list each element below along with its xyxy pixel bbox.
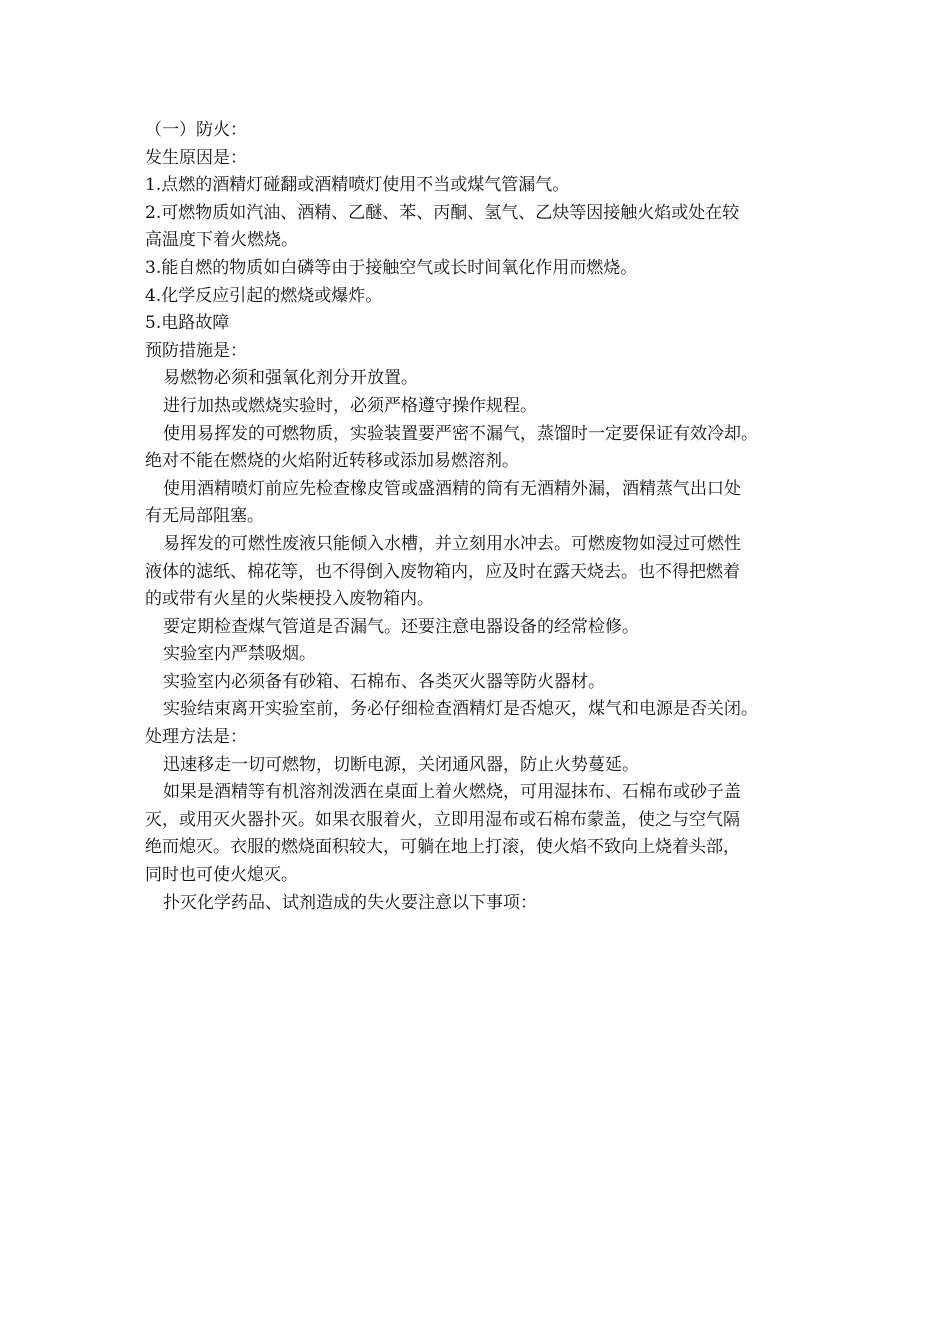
prevention-label: 预防措施是： <box>145 340 247 361</box>
prevention-item-5-cont-2: 的或带有火星的火柴梗投入废物箱内。 <box>145 589 434 610</box>
prevention-item-4: 使用酒精喷灯前应先检查橡皮管或盛酒精的筒有无酒精外漏，酒精蒸气出口处 <box>163 478 741 499</box>
prevention-item-5-cont-1: 液体的滤纸、棉花等，也不得倒入废物箱内，应及时在露天烧去。也不得把燃着 <box>145 561 740 582</box>
cause-item-5: 5.电路故障 <box>145 313 230 334</box>
prevention-item-2: 进行加热或燃烧实验时，必须严格遵守操作规程。 <box>163 395 537 416</box>
prevention-item-1: 易燃物必须和强氧化剂分开放置。 <box>163 368 418 389</box>
prevention-item-5: 易挥发的可燃性废液只能倾入水槽，并立刻用水冲去。可燃废物如浸过可燃性 <box>163 533 741 554</box>
prevention-item-3: 使用易挥发的可燃物质，实验装置要严密不漏气，蒸馏时一定要保证有效冷却。 <box>163 423 758 444</box>
cause-item-2-cont: 高温度下着火燃烧。 <box>145 230 298 251</box>
handling-item-2: 如果是酒精等有机溶剂泼洒在桌面上着火燃烧，可用湿抹布、石棉布或砂子盖 <box>163 782 741 803</box>
causes-label: 发生原因是： <box>145 147 247 168</box>
handling-item-3: 扑灭化学药品、试剂造成的失火要注意以下事项： <box>163 892 537 913</box>
prevention-item-6: 要定期检查煤气管道是否漏气。还要注意电器设备的经常检修。 <box>163 616 639 637</box>
section-heading: （一）防火： <box>145 120 247 140</box>
cause-item-3: 3.能自燃的物质如白磷等由于接触空气或长时间氧化作用而燃烧。 <box>145 257 638 278</box>
handling-item-2-cont-1: 灭，或用灭火器扑灭。如果衣服着火，立即用湿布或石棉布蒙盖，使之与空气隔 <box>145 809 740 830</box>
cause-item-4: 4.化学反应引起的燃烧或爆炸。 <box>145 285 383 306</box>
handling-item-2-cont-3: 同时也可使火熄灭。 <box>145 865 298 886</box>
prevention-item-9: 实验结束离开实验室前，务必仔细检查酒精灯是否熄灭，煤气和电源是否关闭。 <box>163 699 758 720</box>
handling-label: 处理方法是： <box>145 727 247 748</box>
prevention-item-4-cont: 有无局部阻塞。 <box>145 506 264 527</box>
document-body <box>145 117 813 917</box>
prevention-item-7: 实验室内严禁吸烟。 <box>163 644 316 665</box>
prevention-item-3-cont: 绝对不能在燃烧的火焰附近转移或添加易燃溶剂。 <box>145 451 519 472</box>
cause-item-1: 1.点燃的酒精灯碰翻或酒精喷灯使用不当或煤气管漏气。 <box>145 175 570 196</box>
prevention-item-8: 实验室内必须备有砂箱、石棉布、各类灭火器等防火器材。 <box>163 671 605 692</box>
handling-item-1: 迅速移走一切可燃物，切断电源，关闭通风器，防止火势蔓延。 <box>163 754 639 775</box>
handling-item-2-cont-2: 绝而熄灭。衣服的燃烧面积较大，可躺在地上打滚，使火焰不致向上烧着头部， <box>145 837 740 858</box>
cause-item-2: 2.可燃物质如汽油、酒精、乙醚、苯、丙酮、氢气、乙炔等因接触火焰或处在较 <box>145 202 740 223</box>
